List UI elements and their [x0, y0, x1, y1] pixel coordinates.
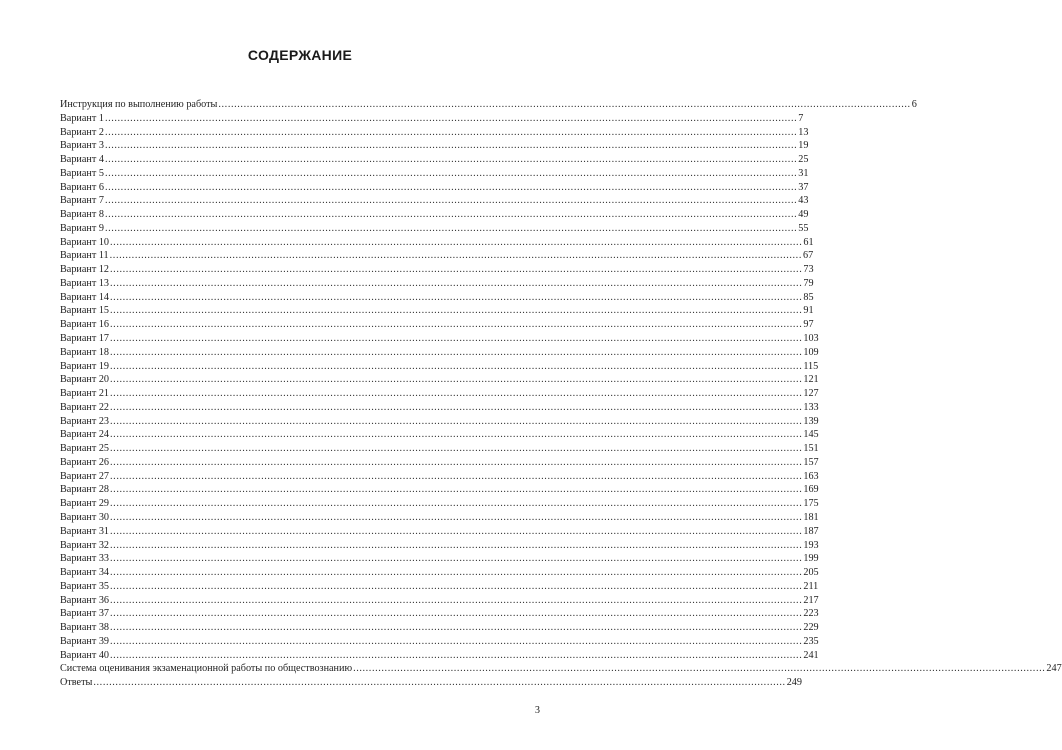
toc-entry-label: Вариант 6: [60, 181, 104, 193]
toc-leader-dots: ............................................................................................................................................................................................................................: [104, 126, 798, 138]
toc-leader-dots: ............................................................................................................................................................................................................................: [104, 154, 798, 166]
toc-leader-dots: ............................................................................................................................................................................................................................: [218, 99, 911, 110]
toc-entry: [60, 181, 809, 195]
toc-leader-dots: ............................................................................................................................................................................................................................: [110, 346, 803, 358]
toc-entry-label: Вариант 38: [60, 622, 110, 634]
toc-entry-label: Вариант 30: [60, 511, 110, 523]
toc-entry: [60, 194, 809, 208]
toc-entry-label: Вариант 18: [60, 346, 110, 358]
toc-entry-page: 175: [803, 498, 819, 510]
toc-entry-page: 13: [798, 126, 809, 138]
toc-entry: [60, 497, 819, 511]
toc-leader-dots: ............................................................................................................................................................................................................................: [110, 580, 803, 592]
toc-entry-label: Вариант 11: [60, 250, 109, 262]
toc-entry-page: 145: [803, 429, 819, 441]
toc-entry-page: 211: [803, 580, 819, 592]
toc-entry: [60, 525, 819, 539]
toc-entry-page: 121: [803, 374, 819, 386]
toc-leader-dots: ............................................................................................................................................................................................................................: [110, 360, 803, 372]
toc-entry-label: Вариант 21: [60, 388, 110, 400]
toc-entry-label: Вариант 20: [60, 374, 110, 386]
toc-entry-label: Вариант 2: [60, 126, 104, 138]
toc-entry-label: Ответы: [60, 677, 93, 689]
toc-entry-label: Вариант 26: [60, 456, 110, 468]
toc-entry-page: 217: [803, 594, 819, 606]
toc-entry-page: 25: [798, 154, 809, 166]
toc-entry: [60, 360, 819, 374]
toc-entry: [60, 552, 819, 566]
toc-entry-page: 157: [803, 456, 819, 468]
toc-leader-dots: ............................................................................................................................................................................................................................: [110, 291, 803, 303]
toc-entry: [60, 373, 819, 387]
page-title: СОДЕРЖАНИЕ: [247, 47, 353, 63]
toc-leader-dots: ............................................................................................................................................................................................................................: [110, 374, 803, 386]
toc-leader-dots: ............................................................................................................................................................................................................................: [104, 209, 798, 221]
toc-entry-page: 85: [803, 291, 814, 303]
toc-entry-page: 163: [803, 470, 819, 482]
toc-entry-page: 169: [803, 484, 819, 496]
toc-leader-dots: ............................................................................................................................................................................................................................: [110, 470, 803, 482]
toc-entry-label: Вариант 27: [60, 470, 110, 482]
toc-entry: [60, 594, 819, 608]
toc-entry-page: 61: [803, 236, 814, 248]
toc-entry-page: 249: [786, 677, 802, 689]
toc-entry-page: 223: [803, 608, 819, 620]
toc-entry: [60, 662, 1062, 676]
toc-entry-page: 19: [798, 140, 809, 152]
toc-entry-page: 67: [802, 250, 814, 262]
toc-leader-dots: ............................................................................................................................................................................................................................: [110, 594, 803, 606]
toc-entry: [60, 566, 819, 580]
toc-entry-page: 103: [803, 333, 819, 345]
toc-entry-page: 97: [803, 319, 814, 331]
toc-entry: [60, 607, 819, 621]
toc-entry-page: 109: [803, 346, 819, 358]
toc-entry-label: Вариант 39: [60, 635, 110, 647]
toc-leader-dots: ............................................................................................................................................................................................................................: [353, 663, 1046, 675]
toc-leader-dots: ............................................................................................................................................................................................................................: [110, 333, 803, 345]
toc-entry: [60, 470, 819, 484]
toc-entry-label: Вариант 32: [60, 539, 110, 551]
toc-leader-dots: ............................................................................................................................................................................................................................: [110, 264, 803, 276]
toc-entry: [60, 649, 819, 663]
toc-entry-label: Вариант 25: [60, 443, 110, 455]
page-number: 3: [534, 705, 540, 716]
toc-entry-page: 181: [803, 511, 819, 523]
toc-leader-dots: ............................................................................................................................................................................................................................: [110, 388, 803, 400]
toc-entry-page: 205: [803, 567, 819, 579]
toc-entry: [60, 249, 814, 263]
toc-entry-page: 115: [803, 360, 819, 372]
toc-leader-dots: ............................................................................................................................................................................................................................: [110, 319, 803, 331]
toc-entry: [60, 277, 814, 291]
toc-entry: [60, 346, 819, 360]
toc-entry: [60, 387, 819, 401]
toc-entry: [60, 539, 819, 553]
toc-leader-dots: ............................................................................................................................................................................................................................: [104, 140, 798, 152]
toc-entry-page: 91: [803, 305, 814, 317]
toc-entry-label: Вариант 16: [60, 319, 110, 331]
toc-entry: [60, 332, 819, 346]
toc-entry-label: Вариант 37: [60, 608, 110, 620]
toc-leader-dots: ............................................................................................................................................................................................................................: [104, 195, 798, 207]
toc-entry: [60, 126, 809, 140]
toc-entry-page: 199: [803, 553, 819, 565]
toc-entry-label: Вариант 8: [60, 209, 104, 221]
toc-leader-dots: ............................................................................................................................................................................................................................: [110, 498, 803, 510]
toc-entry-label: Вариант 36: [60, 594, 110, 606]
toc-entry: [60, 222, 809, 236]
toc-leader-dots: ............................................................................................................................................................................................................................: [110, 635, 803, 647]
toc-entry: [60, 98, 917, 112]
toc-entry-label: Вариант 33: [60, 553, 110, 565]
toc-entry-page: 79: [803, 277, 814, 289]
toc-entry: [60, 263, 814, 277]
toc-entry-page: 151: [803, 443, 819, 455]
toc-entry-label: Вариант 35: [60, 580, 110, 592]
toc-entry-page: 229: [803, 622, 819, 634]
toc-leader-dots: ............................................................................................................................................................................................................................: [110, 429, 803, 441]
toc-entry-page: 127: [803, 388, 819, 400]
toc-entry: [60, 167, 809, 181]
toc-leader-dots: ............................................................................................................................................................................................................................: [109, 250, 802, 262]
toc-entry-label: Вариант 19: [60, 360, 110, 372]
toc-entry-page: 133: [803, 401, 819, 413]
toc-leader-dots: ............................................................................................................................................................................................................................: [104, 222, 798, 234]
toc-leader-dots: ............................................................................................................................................................................................................................: [104, 167, 798, 179]
toc-entry: [60, 428, 819, 442]
toc-entry-page: 7: [798, 112, 804, 124]
toc-leader-dots: ............................................................................................................................................................................................................................: [110, 456, 803, 468]
toc-entry-label: Вариант 14: [60, 291, 110, 303]
toc-entry: [60, 415, 819, 429]
toc-entry-page: 31: [798, 167, 809, 179]
toc-leader-dots: ............................................................................................................................................................................................................................: [110, 443, 803, 455]
toc-entry: [60, 318, 814, 332]
toc-entry-label: Вариант 5: [60, 167, 104, 179]
toc-leader-dots: ............................................................................................................................................................................................................................: [110, 567, 803, 579]
toc-leader-dots: ............................................................................................................................................................................................................................: [93, 677, 786, 689]
toc-leader-dots: ............................................................................................................................................................................................................................: [110, 553, 803, 565]
toc-entry-page: 193: [803, 539, 819, 551]
toc-entry-label: Вариант 24: [60, 429, 110, 441]
toc-entry: [60, 621, 819, 635]
toc-entry: [60, 112, 804, 126]
toc-entry-page: 37: [798, 181, 809, 193]
toc-entry-label: Вариант 7: [60, 195, 104, 207]
toc-entry-page: 73: [803, 264, 814, 276]
toc-entry-label: Система оценивания экзаменационной работы по обществознанию: [60, 663, 353, 675]
toc-entry-label: Вариант 22: [60, 401, 110, 413]
toc-leader-dots: ............................................................................................................................................................................................................................: [110, 415, 803, 427]
toc-leader-dots: ............................................................................................................................................................................................................................: [110, 401, 803, 413]
toc-entry-page: 235: [803, 635, 819, 647]
toc-entry-label: Вариант 3: [60, 140, 104, 152]
toc-entry-page: 49: [798, 209, 809, 221]
toc-entry-label: Вариант 31: [60, 525, 110, 537]
toc-entry-page: 187: [803, 525, 819, 537]
toc-leader-dots: ............................................................................................................................................................................................................................: [110, 484, 803, 496]
toc-entry-label: Вариант 40: [60, 649, 110, 661]
toc-entry-page: 139: [803, 415, 819, 427]
toc-leader-dots: ............................................................................................................................................................................................................................: [110, 608, 803, 620]
toc-entry-label: Вариант 15: [60, 305, 110, 317]
toc-entry: [60, 153, 809, 167]
toc-entry: [60, 304, 814, 318]
toc-entry-label: Вариант 34: [60, 567, 110, 579]
toc-leader-dots: ............................................................................................................................................................................................................................: [110, 305, 803, 317]
toc-entry-page: 6: [911, 99, 917, 110]
toc-leader-dots: ............................................................................................................................................................................................................................: [110, 277, 803, 289]
toc-entry-label: Вариант 4: [60, 154, 104, 166]
toc-entry: [60, 635, 819, 649]
toc-entry-page: 247: [1046, 663, 1062, 675]
toc-entry: [60, 511, 819, 525]
toc-entry-label: Инструкция по выполнению работы: [60, 99, 218, 110]
toc-leader-dots: ............................................................................................................................................................................................................................: [110, 511, 803, 523]
toc-entry-label: Вариант 23: [60, 415, 110, 427]
toc-entry: [60, 139, 809, 153]
toc-entry-label: Вариант 9: [60, 222, 104, 234]
toc-entry-label: Вариант 12: [60, 264, 110, 276]
toc-entry-page: 55: [798, 222, 809, 234]
toc-entry-label: Вариант 28: [60, 484, 110, 496]
toc-entry-page: 241: [803, 649, 819, 661]
toc-entry-label: Вариант 17: [60, 333, 110, 345]
toc-entry: [60, 483, 819, 497]
toc-entry-label: Вариант 1: [60, 112, 104, 124]
toc-entry: [60, 236, 814, 250]
toc-entry: [60, 401, 819, 415]
toc-entry-label: Вариант 10: [60, 236, 110, 248]
toc-leader-dots: ............................................................................................................................................................................................................................: [110, 236, 803, 248]
toc-leader-dots: ............................................................................................................................................................................................................................: [104, 181, 798, 193]
table-of-contents: [60, 98, 1062, 690]
toc-leader-dots: ............................................................................................................................................................................................................................: [110, 649, 803, 661]
toc-leader-dots: ............................................................................................................................................................................................................................: [104, 112, 798, 124]
toc-leader-dots: ............................................................................................................................................................................................................................: [110, 539, 803, 551]
toc-entry: [60, 676, 802, 690]
toc-entry-label: Вариант 29: [60, 498, 110, 510]
toc-entry-label: Вариант 13: [60, 277, 110, 289]
toc-leader-dots: ............................................................................................................................................................................................................................: [110, 622, 803, 634]
toc-entry: [60, 208, 809, 222]
toc-entry: [60, 580, 819, 594]
toc-entry-page: 43: [798, 195, 809, 207]
toc-entry: [60, 442, 819, 456]
toc-entry: [60, 291, 814, 305]
toc-entry: [60, 456, 819, 470]
toc-leader-dots: ............................................................................................................................................................................................................................: [110, 525, 803, 537]
